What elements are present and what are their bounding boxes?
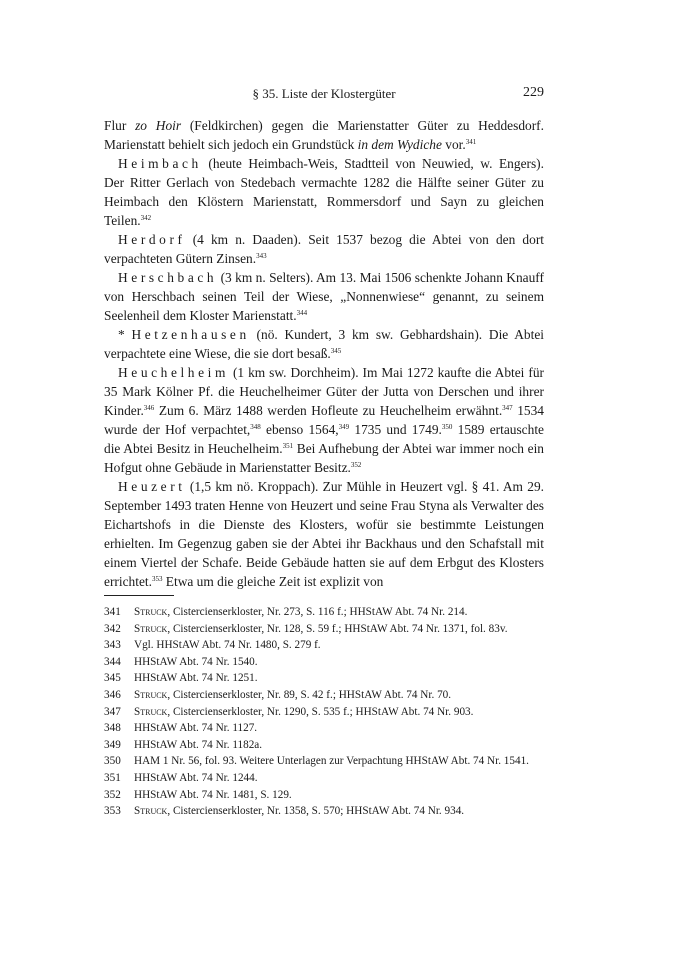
footnote-ref: 345	[330, 347, 342, 355]
italic-phrase: in dem Wydiche	[357, 137, 442, 152]
paragraph-heuzert: Heuzert (1,5 km nö. Kroppach). Zur Mühle in Heuzert vgl. § 41. Am 29. September 1493 traten Henne von Heuzert und seine Frau Styna als Verwalter des Eichartshofs in die Dienste des Klosters, wofür sie bestimmte Leistungen erhielten. Im Gegenzug gaben sie der Abtei ihr Backhaus und den Schafstall mit einem Viertel der Schafe. Beide Gebäude hatten sie auf dem Erbgut des Klosters errichtet.$^{353}$ Etwa um die gleiche Zeit ist explizit von	[104, 479, 544, 589]
place-name: Hetzenhausen	[131, 327, 250, 342]
place-name: Herschbach	[118, 270, 218, 285]
footnote: 347 Struck, Cistercienserkloster, Nr. 1290, S. 535 f.; HHStAW Abt. 74 Nr. 903.	[104, 705, 474, 718]
footnote: 346 Struck, Cistercienserkloster, Nr. 89, S. 42 f.; HHStAW Abt. 74 Nr. 70.	[104, 688, 452, 701]
italic-phrase: zo Hoir	[135, 118, 182, 133]
footnote: 342 Struck, Cistercienserkloster, Nr. 128, S. 59 f.; HHStAW Abt. 74 Nr. 1371, fol. 83v.	[104, 622, 508, 635]
footnote: 350 HAM 1 Nr. 56, fol. 93. Weitere Unterlagen zur Verpachtung HHStAW Abt. 74 Nr. 1541.	[104, 755, 529, 768]
footnote-ref: 348	[250, 423, 261, 431]
footnote-ref: 352	[350, 461, 362, 469]
page-header	[104, 86, 544, 104]
paragraph-herdorf: Herdorf (4 km n. Daaden). Seit 1537 bezog die Abtei von den dort verpachteten Gütern Zinsen.$^{343}$	[104, 232, 544, 266]
footnote-divider	[104, 595, 174, 596]
footnote-ref: 347	[502, 404, 513, 412]
place-name: Heuchelheim	[118, 365, 229, 380]
footnote: 353 Struck, Cistercienserkloster, Nr. 1358, S. 570; HHStAW Abt. 74 Nr. 934.	[104, 805, 465, 818]
footnote: 343 Vgl. HHStAW Abt. 74 Nr. 1480, S. 279 f.	[104, 639, 321, 652]
page-number: 229	[523, 85, 544, 100]
body-text	[104, 116, 544, 591]
paragraph-heuchelheim: Heuchelheim (1 km sw. Dorchheim). Im Mai 1272 kaufte die Abtei für 35 Mark Kölner Pf. die Heuchelheimer Güter der Jutta von Derschen und ihrer Kinder.$^{346}$ Zum 6. März 1488 werden Hofleute zu Heuchelheim erwähnt.$^{347}$ 1534 wurde der Hof verpachtet,$^{348}$ ebenso 1564,$^{349}$ 1735 und 1749.$^{350}$ 1589 ertauschte die Abtei Besitz in Heuchelheim.$^{351}$ Bei Aufhebung der Abtei war immer noch ein Hofgut ohne Gebäude in Marienstatter Besitz.$^{352}$	[104, 365, 544, 475]
footnote-ref: 353	[151, 575, 163, 583]
footnote-ref: 350	[441, 423, 453, 431]
footnotes	[104, 604, 544, 820]
place-name: Heuzert	[118, 479, 186, 494]
place-name: Herdorf	[118, 232, 186, 247]
footnote-ref: 341	[465, 138, 477, 146]
lost-place-marker: *	[118, 327, 132, 342]
paragraph-herschbach: Herschbach (3 km n. Selters). Am 13. Mai 1506 schenkte Johann Knauff von Herschbach seinen Teil der Wiese, „Nonnenwiese“ genannt, zu seinem Seelenheil dem Kloster Marienstatt.$^{344}$	[104, 270, 544, 323]
paragraph-heimbach: Heimbach (heute Heimbach-Weis, Stadtteil von Neuwied, w. Engers). Der Ritter Gerlach von Stedebach vermachte 1282 die Hälfte seiner Güter zu Heimbach den Klöstern Marienstatt, Rommersdorf und Sayn zu gleichen Teilen.$^{342}$	[104, 156, 544, 228]
footnote-ref: 349	[338, 423, 350, 431]
footnote-ref: 344	[296, 309, 308, 317]
footnote: 341 Struck, Cistercienserkloster, Nr. 273, S. 116 f.; HHStAW Abt. 74 Nr. 214.	[104, 606, 468, 618]
footnote-ref: 351	[282, 442, 294, 450]
paragraph-flur: Flur zo Hoir (Feldkirchen) gegen die Marienstatter Güter zu Heddesdorf. Marienstatt behielt sich jedoch ein Grundstück in dem Wydiche vor.$^{341}$	[104, 118, 544, 152]
footnote-ref: 342	[140, 214, 152, 222]
footnote: 352 HHStAW Abt. 74 Nr. 1481, S. 129.	[104, 788, 292, 801]
paragraph-hetzenhausen: * Hetzenhausen (nö. Kundert, 3 km sw. Gebhardshain). Die Abtei verpachtete eine Wiese, die sie dort besaß.$^{345}$	[104, 327, 545, 361]
footnote: 345 HHStAW Abt. 74 Nr. 1251.	[104, 672, 258, 685]
footnote: 348 HHStAW Abt. 74 Nr. 1127.	[104, 722, 258, 735]
running-title: § 35. Liste der Klostergüter	[252, 86, 396, 101]
footnote-ref: 346	[143, 404, 155, 412]
footnote: 349 HHStAW Abt. 74 Nr. 1182a.	[104, 738, 263, 751]
footnote: 351 HHStAW Abt. 74 Nr. 1244.	[104, 771, 258, 784]
footnote: 344 HHStAW Abt. 74 Nr. 1540.	[104, 655, 258, 668]
place-name: Heimbach	[118, 156, 202, 171]
footnote-ref: 343	[256, 252, 267, 260]
